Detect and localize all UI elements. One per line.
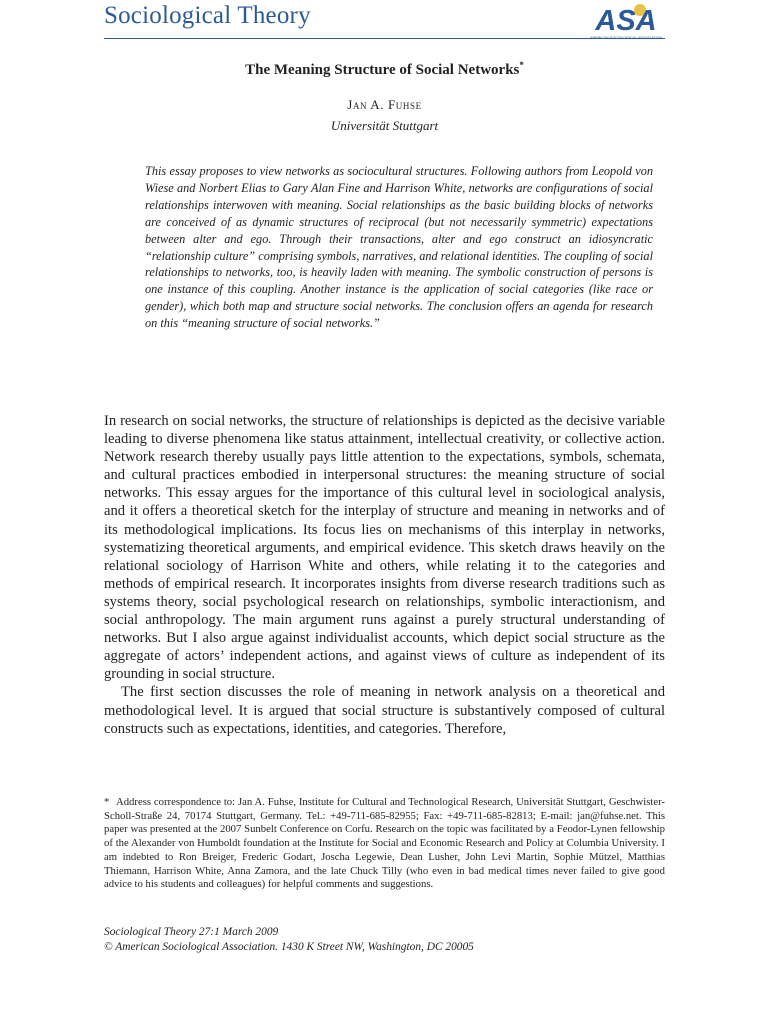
footnote xyxy=(104,796,665,892)
body-paragraph: The first section discusses the role of meaning in network analysis on a theoretical and methodological level. It is argued that social structure is substantively composed of cultural constructs such as expectations, identities, and categories. Therefore, xyxy=(104,684,665,737)
body-paragraph: In research on social networks, the structure of relationships is depicted as the decisive variable leading to diverse phenomena like status attainment, intellectual creativity, or collective action. Network research thereby usually pays little attention to the expectations, symbols, schemata, and cultural practices embodied in interpersonal structures: the meaning structure of social networks. This essay argues for the importance of this cultural level in sociological analysis, and it offers a theoretical sketch for the interplay of structure and meaning in networks and of its methodological implications. Its focus lies on mechanisms of this interplay in networks, systematizing theoretical arguments, and empirical evidence. This sketch draws heavily on the relational sociology of Harrison White and others, while relating it to the categories and methods of empirical research. It incorporates insights from diverse research traditions such as systems theory, social psychological research on relationships, symbolic interactionism, and social anthropology. The main argument runs against a purely structural understanding of networks. But I also argue against individualist accounts, which depict social structure as the aggregate of actors’ independent actions, and against views of culture as independent of its grounding in social structure. xyxy=(104,413,665,683)
author-affiliation: Universität Stuttgart xyxy=(330,118,439,133)
paper-title-text: The Meaning Structure of Social Networks xyxy=(245,62,520,78)
citation-block xyxy=(104,925,665,954)
copyright-line: © American Sociological Association. 1430 K Street NW, Washington, DC 20005 xyxy=(104,940,474,953)
author-name: Jan A. Fuhse xyxy=(347,97,422,112)
journal-title: Sociological Theory xyxy=(104,2,311,29)
logo-subtitle: AMERICAN SOCIOLOGICAL ASSOCIATION xyxy=(589,36,663,40)
asa-logo xyxy=(586,2,666,42)
journal-citation-line: Sociological Theory 27:1 March 2009 xyxy=(104,926,279,938)
title-footnote-mark: * xyxy=(519,60,524,70)
footnote-mark: * xyxy=(104,796,110,808)
logo-text: ASA xyxy=(595,5,657,37)
abstract: This essay proposes to view networks as sociocultural structures. Following authors from Leopold von Wiese and Norbert Elias to Gary Alan Fine and Harrison White, networks are configurations of social relationships interwoven with meaning. Social relationships as the basic building blocks of networks are conceived of as dynamic structures of reciprocal (but not necessarily symmetric) expectations between alter and ego. Through their transactions, alter and ego construct an idiosyncratic “relationship culture” comprising symbols, narratives, and relational identities. The coupling of social relationships to networks, too, is heavily laden with meaning. The symbolic construction of persons is one instance of this coupling. Another instance is the application of social categories (like race or gender), which both map and structure social networks. The conclusion offers an agenda for research on this “meaning structure of social networks.” xyxy=(145,164,653,331)
body-text xyxy=(104,412,665,738)
paper-title xyxy=(104,60,665,79)
header-rule xyxy=(104,38,665,39)
footnote-text: Address correspondence to: Jan A. Fuhse, Institute for Cultural and Technological Research, Universität Stuttgart, Geschwister-Scholl-Straße 24, 70174 Stuttgart, Germany. Tel.: +49-711-685-82955; Fax: +49-711-685-82813; E-mail: jan@fuhse.net. This paper was presented at the 2007 Sunbelt Conference on Corfu. Research on the topic was facilitated by a Feodor-Lynen fellowship of the Alexander von Humboldt foundation at the Institute for Social and Economic Research and Policy at Columbia University. I am indebted to Ron Breiger, Frederic Godart, Joscha Legewie, Dean Lusher, John Levi Martin, Sophie Mützel, Matthias Thiemann, Harrison White, Anna Zamora, and the late Chuck Tilly (who even in bad medical times never failed to give good advice to his students and colleagues) for helpful comments and suggestions. xyxy=(104,796,665,891)
